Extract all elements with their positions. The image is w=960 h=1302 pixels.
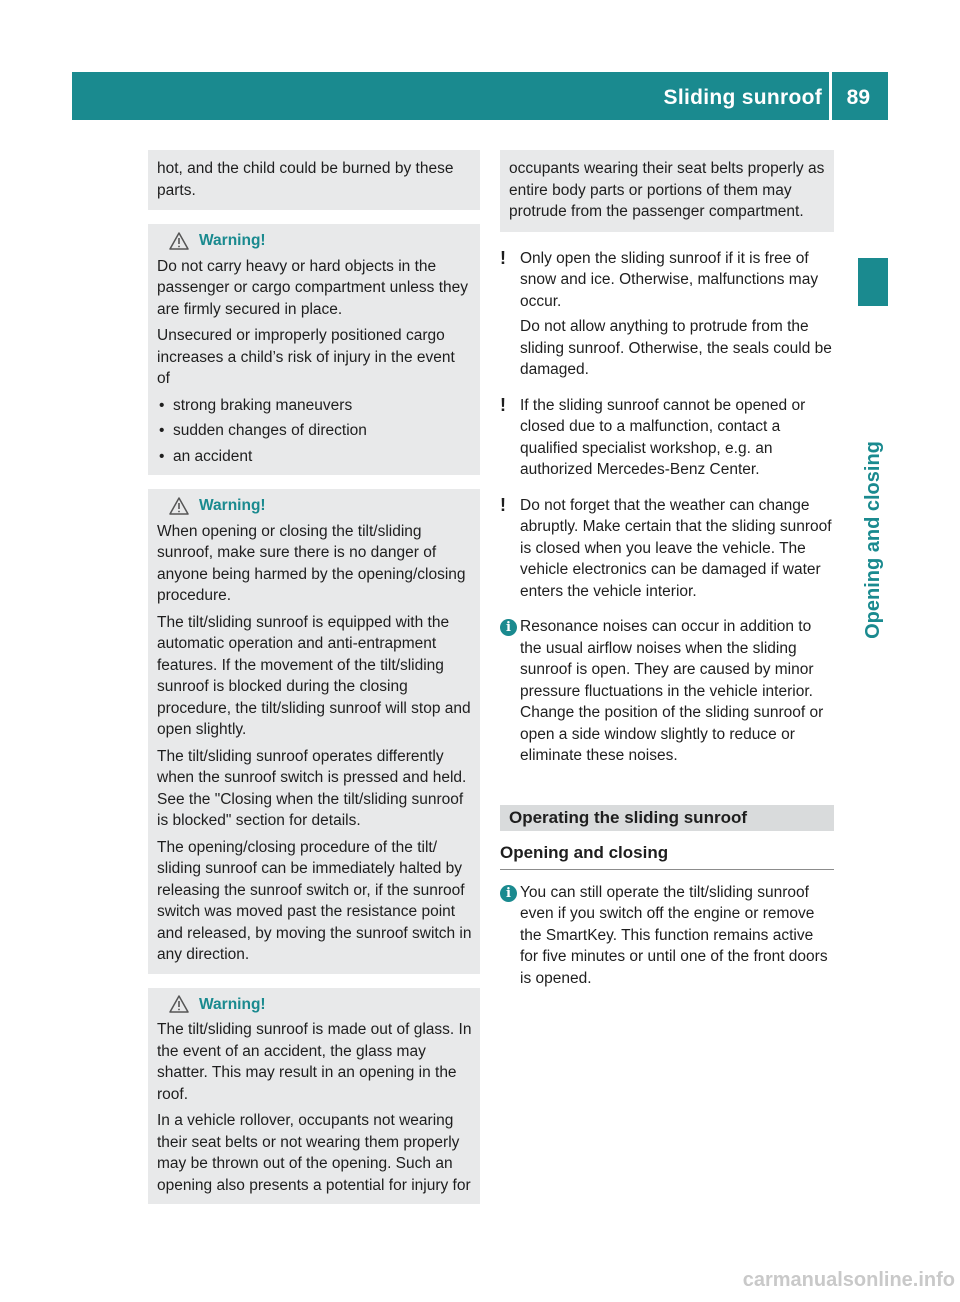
notes-list bbox=[500, 248, 834, 771]
exclamation-icon: ! bbox=[500, 394, 506, 415]
warning-title: Warning! bbox=[199, 497, 266, 514]
warning-box-sunroof-operation bbox=[148, 489, 480, 974]
header-bar bbox=[72, 72, 888, 120]
warning-box-glass bbox=[148, 988, 480, 1205]
header-divider bbox=[829, 72, 832, 120]
note-text: Only open the sliding sunroof if it is free of snow and ice. Otherwise, malfunctions may occur. bbox=[520, 249, 819, 310]
bullet-item: • sudden changes of direction bbox=[157, 420, 472, 442]
caution-note bbox=[500, 395, 834, 485]
left-column bbox=[148, 150, 480, 1204]
warning-box-cargo bbox=[148, 224, 480, 475]
continued-text: occupants wearing their seat belts properly as entire body parts or portions of them may protrude from the passenger compartment. bbox=[509, 160, 825, 220]
warning-paragraph: The tilt/sliding sunroof is made out of glass. In the event of an accident, the glass may shatter. This may result in an opening in the roof. bbox=[157, 1021, 472, 1103]
warning-triangle-icon bbox=[169, 232, 189, 250]
page-title: Sliding sunroof bbox=[663, 86, 822, 109]
note-text: You can still operate the tilt/sliding sunroof even if you switch off the engine or remove the SmartKey. This function remains active for five minutes or until one of the front doors is opened. bbox=[520, 883, 828, 987]
warning-heading bbox=[157, 230, 472, 252]
warning-triangle-icon bbox=[169, 995, 189, 1013]
warning-paragraph: The tilt/sliding sunroof is equipped with the automatic operation and anti-entrapment features. If the movement of the tilt/sliding sunroof is blocked during the closing procedure, the tilt/sliding sunroof will stop and open slightly. bbox=[157, 613, 471, 738]
warning-triangle-icon bbox=[169, 497, 189, 515]
warning-title: Warning! bbox=[199, 232, 266, 249]
warning-paragraph: When opening or closing the tilt/sliding sunroof, make sure there is no danger of anyone being harmed by the opening/closing procedure. bbox=[157, 522, 466, 604]
caution-note bbox=[500, 495, 834, 607]
watermark: carmanualsonline.info bbox=[742, 1269, 955, 1291]
info-note bbox=[500, 616, 834, 771]
bullet-text: strong braking maneuvers bbox=[173, 396, 353, 414]
right-column bbox=[500, 150, 834, 1003]
warning-heading bbox=[157, 495, 472, 517]
side-tab-marker bbox=[858, 258, 888, 306]
warning-paragraph: Unsecured or improperly positioned cargo increases a child’s risk of injury in the event of bbox=[157, 327, 455, 387]
warning-paragraph: The opening/closing procedure of the tilt/ sliding sunroof can be immediately halted by releasing the sunroof switch or, if the sunroof switch was moved past the resistance point and released, by moving the sunroof switch in any direction. bbox=[157, 838, 472, 963]
bullet-item: • an accident bbox=[157, 446, 472, 468]
warning-paragraph: The tilt/sliding sunroof operates differently when the sunroof switch is pressed and held. See the "Closing when the tilt/sliding sunroof is blocked" section for details. bbox=[157, 747, 467, 829]
continued-text: hot, and the child could be burned by these parts. bbox=[157, 160, 454, 199]
info-note bbox=[500, 882, 834, 994]
page-number: 89 bbox=[846, 86, 870, 109]
warning-title: Warning! bbox=[199, 995, 266, 1013]
exclamation-icon: ! bbox=[500, 494, 506, 515]
exclamation-icon: ! bbox=[500, 247, 506, 268]
subsection-heading: Opening and closing bbox=[500, 841, 834, 870]
side-tab-label: Opening and closing bbox=[862, 441, 884, 639]
continued-warning-box bbox=[148, 150, 480, 210]
note-text: Resonance noises can occur in addition to the usual airflow noises when the sliding sunroof is open. They are caused by minor pressure fluctuations in the vehicle interior. Change the position of the sliding sunroof or open a side window slightly to reduce or eliminate these noises. bbox=[520, 618, 824, 764]
info-icon: i bbox=[500, 885, 517, 902]
bullet-item: • strong braking maneuvers bbox=[157, 395, 472, 417]
section-title: Operating the sliding sunroof bbox=[500, 805, 834, 831]
continued-warning-box bbox=[500, 150, 834, 232]
section bbox=[500, 805, 834, 994]
warning-paragraph: In a vehicle rollover, occupants not wearing their seat belts or not wearing them properly may be thrown out of the opening. Such an opening also presents a potential for injury for bbox=[157, 1112, 471, 1194]
note-text: Do not forget that the weather can change abruptly. Make certain that the sliding sunroof is closed when you leave the vehicle. The vehicle electronics can be damaged if water enters the vehicle interior. bbox=[520, 496, 832, 600]
bullet-text: an accident bbox=[173, 447, 253, 465]
note-text: Do not allow anything to protrude from the sliding sunroof. Otherwise, the seals could be damaged. bbox=[520, 318, 832, 378]
info-icon: i bbox=[500, 619, 517, 636]
note-text: If the sliding sunroof cannot be opened or closed due to a malfunction, contact a qualified specialist workshop, e.g. an authorized Mercedes-Benz Center. bbox=[520, 396, 806, 478]
bullet-text: sudden changes of direction bbox=[173, 422, 367, 439]
warning-paragraph: Do not carry heavy or hard objects in the passenger or cargo compartment unless they are firmly secured in place. bbox=[157, 257, 469, 318]
warning-heading bbox=[157, 994, 472, 1016]
caution-note bbox=[500, 248, 834, 385]
